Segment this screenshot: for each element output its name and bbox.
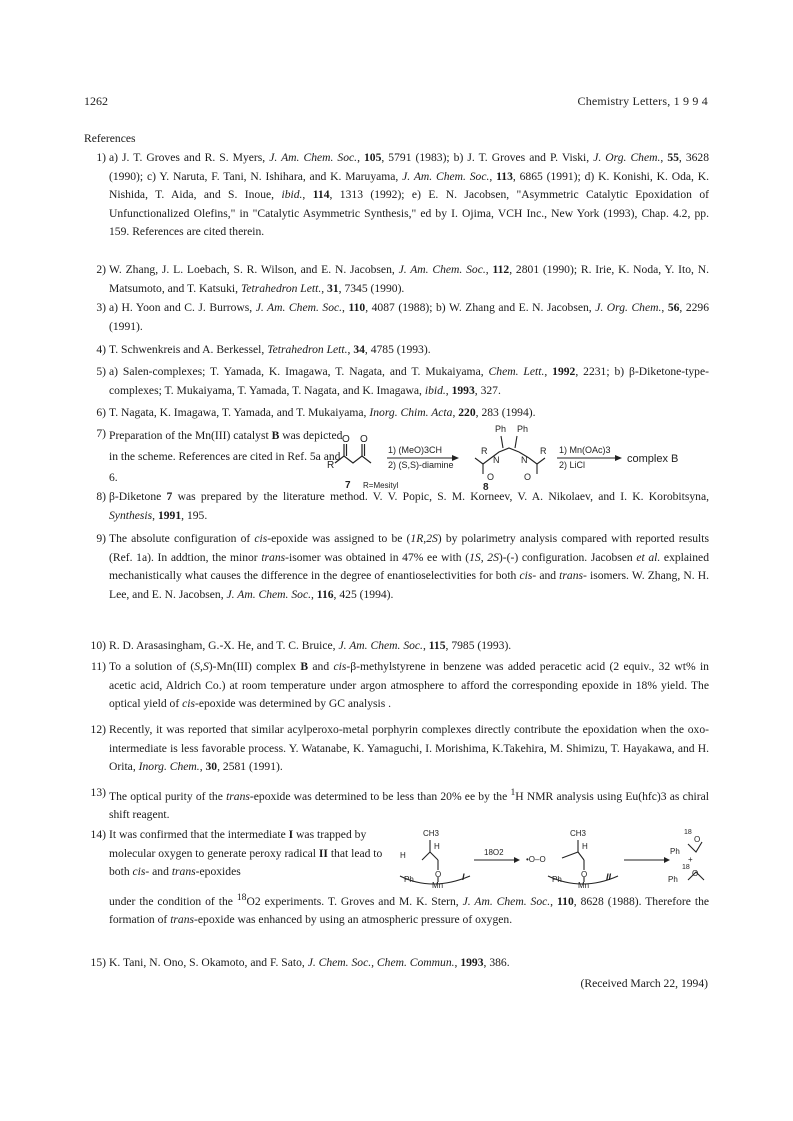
reaction-arrowhead-2 — [615, 455, 622, 461]
reference-text: W. Zhang, J. L. Loebach, S. R. Wilson, and E. N. Jacobsen, J. Am. Chem. Soc., 112, 2801 (1990); R. Irie, K. Noda, Y. Ito, N. Matsumoto, and T. Katsuki, Tetrahedron Lett., 31, 7345 (1990). — [109, 263, 709, 295]
svg-text:O: O — [342, 434, 350, 445]
oxygen-trap-arrowhead — [514, 857, 520, 863]
reference-number: 3) — [96, 301, 106, 314]
reference-text: The optical purity of the trans-epoxide was determined to be less than 20% ee by the $^1$H NMR analysis using Eu(hfc)3 as chiral shift reagent. — [109, 787, 709, 822]
product-label: complex B — [627, 453, 679, 465]
reference-number: 2) — [96, 263, 106, 276]
reference-number: 6) — [96, 406, 106, 419]
svg-text:H: H — [400, 851, 406, 860]
reference-text: a) Salen-complexes; T. Yamada, K. Imagawa, T. Nagata, and T. Mukaiyama, Chem. Lett., 1992, 2231; b) β-Diketone-type-complexes; T. Mukaiyama, T. Yamada, T. Nagata, and K. Imagawa, ibid., 1993, 327. — [109, 365, 709, 397]
reference-text: T. Schwenkreis and A. Berkessel, Tetrahedron Lett., 34, 4785 (1993). — [109, 343, 431, 356]
svg-text:Ph: Ph — [668, 875, 678, 884]
svg-text:CH3: CH3 — [423, 829, 440, 838]
received-date: (Received March 22, 1994) — [580, 977, 708, 990]
reference-text: Recently, it was reported that similar acylperoxo-metal porphyrin complexes directly contribute the epoxidation when the oxo-intermediate is less favorable process. Y. Watanabe, K. Yamaguchi, I. Morishima, K.Takehira, M. Shimizu, T. Hayakawa, and H. Orita, Inorg. Chem., 30, 2581 (1991). — [109, 723, 709, 774]
svg-text:H: H — [582, 842, 588, 851]
reference-number: 11) — [90, 660, 106, 673]
svg-text:Ph: Ph — [670, 847, 680, 856]
reference-number: 5) — [96, 365, 106, 378]
oxygen-18-label: 18O2 — [484, 848, 504, 857]
reference-number: 13) — [90, 786, 106, 799]
reagent-2-bottom: 2) LiCl — [559, 460, 586, 470]
svg-text:O: O — [524, 472, 532, 482]
r-group-label: R=Mesityl — [363, 481, 399, 490]
reference-text: R. D. Arasasingham, G.-X. He, and T. C. Bruice, J. Am. Chem. Soc., 115, 7985 (1993). — [109, 639, 512, 652]
svg-text:+: + — [688, 855, 693, 864]
scheme-7-to-b — [325, 418, 725, 493]
compound-8-label: 8 — [483, 482, 489, 493]
intermediate-i-label: I — [462, 872, 465, 882]
svg-text:R: R — [327, 460, 335, 471]
scheme-14-mechanism — [392, 822, 717, 892]
reference-number: 7) — [96, 427, 106, 440]
svg-text:O: O — [581, 870, 588, 879]
svg-text:O: O — [360, 434, 368, 445]
reagent-2-top: 1) Mn(OAc)3 — [559, 445, 611, 455]
svg-text:O: O — [487, 472, 495, 482]
peroxy-radical-ii-label: II — [606, 872, 612, 882]
reference-text: a) J. T. Groves and R. S. Myers, J. Am. Chem. Soc., 105, 5791 (1983); b) J. T. Groves and P. Viski, J. Org. Chem., 55, 3628 (1990); c) Y. Naruta, F. Tani, N. Ishihara, and K. Maruyama, J. Am. Chem. Soc., 113, 6865 (1991); d) K. Konishi, K. Oda, K. Nishida, T. Aida, and S. Inoue, ibid., 114, 1313 (1992); e) E. N. Jacobsen, "Asymmetric Catalytic Epoxidation of Unfunctionalized Olefins," in "Catalytic Asymmetric Synthesis," ed by I. Ojima, VCH Inc., New York (1993), Chap. 4.2, pp. 159. References are cited therein. — [109, 151, 710, 239]
page-number: 1262 — [84, 94, 108, 108]
svg-text:O: O — [694, 835, 701, 844]
reference-number: 9) — [96, 532, 106, 545]
svg-text:CH3: CH3 — [570, 829, 587, 838]
reference-text: The absolute configuration of cis-epoxide was assigned to be (1R,2S) by polarimetry analysis compared with reported results (Ref. 1a). In addtion, the minor trans-isomer was obtained in 47% ee with (1S, 2S)-(-) configuration. Jacobsen et al. explained mechanistically what causes the difference in the degree of enantioselectivities for both cis- and trans- isomers. W. Zhang, N. H. Lee, and E. N. Jacobsen, J. Am. Chem. Soc., 116, 425 (1994). — [109, 532, 710, 601]
references-heading: References — [84, 132, 136, 145]
svg-text:Ph: Ph — [495, 424, 507, 434]
svg-text:H: H — [434, 842, 440, 851]
svg-text:Mn: Mn — [432, 881, 444, 890]
reference-number: 14) — [90, 828, 106, 841]
reference-text: β-Diketone 7 was prepared by the literature method. V. V. Popic, S. M. Korneev, V. A. Nikolaev, and I. K. Korobitsyna, Synthesis, 1991, 195. — [109, 490, 710, 522]
diketone-structure — [335, 444, 371, 463]
reference-number: 12) — [90, 723, 106, 736]
reference-text: It was confirmed that the intermediate I was trapped by molecular oxygen to generate peroxy radical II that lead to both cis- and trans-epoxides — [109, 828, 383, 879]
svg-text:O: O — [435, 870, 442, 879]
reference-text: Preparation of the Mn(III) catalyst B was depicted in the scheme. References are cited in Ref. 5a and 6. — [109, 429, 343, 484]
compound-7-label: 7 — [345, 480, 351, 491]
svg-text:Ph: Ph — [404, 875, 414, 884]
reference-text: T. Nagata, K. Imagawa, T. Yamada, and T. Mukaiyama, Inorg. Chim. Acta, 220, 283 (1994). — [109, 406, 536, 419]
svg-text:18: 18 — [682, 864, 690, 871]
epoxide-formation-arrowhead — [664, 857, 670, 863]
reference-text: a) H. Yoon and C. J. Burrows, J. Am. Chem. Soc., 110, 4087 (1988); b) W. Zhang and E. N. Jacobsen, J. Org. Chem., 56, 2296 (1991). — [109, 301, 710, 333]
svg-text:N: N — [493, 455, 500, 465]
reagent-1-top: 1) (MeO)3CH — [388, 445, 443, 455]
svg-text:R: R — [540, 446, 547, 456]
reference-text: To a solution of (S,S)-Mn(III) complex B and cis-β-methylstyrene in benzene was added peracetic acid (2 equiv., 32 wt% in acetic acid, Aldrich Co.) at room temperature under argon atmosphere to afford the corresponding epoxide in 18% yield. The optical yield of cis-epoxide was determined by GC analysis . — [109, 660, 709, 711]
svg-text:Ph: Ph — [552, 875, 562, 884]
reference-number: 4) — [96, 343, 106, 356]
journal-header: Chemistry Letters, 1 9 9 4 — [577, 94, 708, 108]
reference-text: under the condition of the $^{18}$O2 experiments. T. Groves and M. K. Stern, J. Am. Chem. Soc., 110, 8628 (1988). Therefore the formation of trans-epoxide was enhanced by using an atmospheric pressure of oxygen. — [109, 892, 710, 927]
svg-text:Mn: Mn — [578, 881, 590, 890]
svg-text:18: 18 — [684, 829, 692, 836]
reference-number: 1) — [96, 151, 106, 164]
svg-text:N: N — [521, 455, 528, 465]
svg-text:R: R — [481, 446, 488, 456]
reference-number: 8) — [96, 490, 106, 503]
svg-text:O: O — [692, 869, 699, 878]
reference-text: K. Tani, N. Ono, S. Okamoto, and F. Sato, J. Chem. Soc., Chem. Commun., 1993, 386. — [109, 956, 510, 969]
svg-text:•O–O: •O–O — [526, 855, 546, 864]
reagent-1-bottom: 2) (S,S)-diamine — [388, 460, 454, 470]
svg-text:Ph: Ph — [517, 424, 529, 434]
reference-number: 10) — [90, 639, 106, 652]
reference-number: 15) — [90, 956, 106, 969]
